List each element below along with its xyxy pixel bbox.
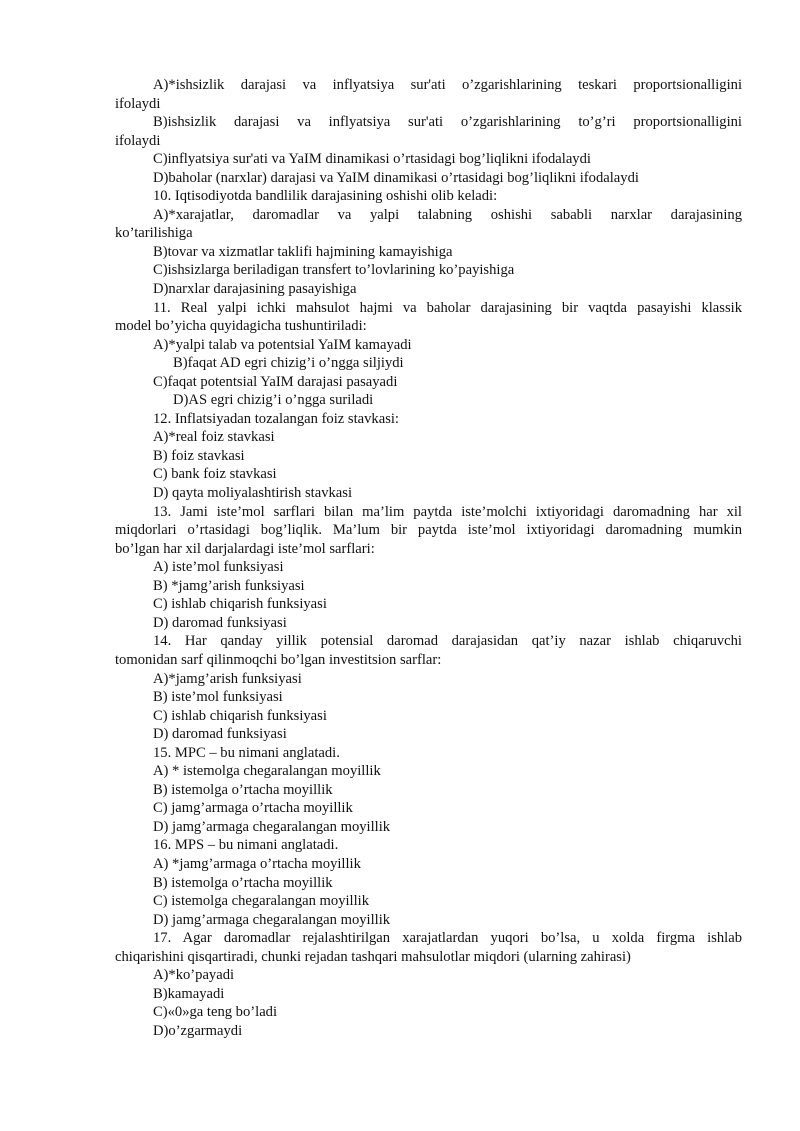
question-16: 16. MPS – bu nimani anglatadi. [153, 837, 339, 854]
answer-option: D)baholar (narxlar) darajasi va YaIM dinamikasi o’rtasidagi bog’liqlikni ifodalaydi [153, 169, 639, 186]
answer-option: B) *jamg’arish funksiyasi [153, 577, 305, 594]
answer-option: C) jamg’armaga o’rtacha moyillik [153, 800, 353, 817]
answer-option: B)tovar va xizmatlar taklifi hajmining kamayishiga [153, 243, 453, 260]
answer-option: A)*yalpi talab va potentsial YaIM kamayadi [153, 336, 412, 353]
question-13: 13. Jami iste’mol sarflari bilan ma’lim paytda iste’molchi ixtiyoridagi daromadning har xil [153, 503, 742, 520]
answer-option: C) ishlab chiqarish funksiyasi [153, 596, 327, 613]
question-11: 11. Real yalpi ichki mahsulot hajmi va baholar darajasining bir vaqtda pasayishi klassik [153, 299, 742, 316]
answer-option: B) iste’mol funksiyasi [153, 689, 283, 706]
answer-option: A)*xarajatlar, daromadlar va yalpi talabning oshishi sababli narxlar darajasining [153, 206, 742, 223]
answer-option: B)kamayadi [153, 985, 225, 1002]
answer-option: D)narxlar darajasining pasayishiga [153, 281, 357, 298]
answer-option: D)AS egri chizig’i o’ngga suriladi [173, 392, 374, 409]
answer-option: C)inflyatsiya sur'ati va YaIM dinamikasi o’rtasidagi bog’liqlikni ifodalaydi [153, 151, 591, 168]
answer-option: C) bank foiz stavkasi [153, 466, 277, 483]
answer-option: D) jamg’armaga chegaralangan moyillik [153, 911, 391, 928]
answer-option: A) iste’mol funksiyasi [153, 559, 284, 576]
answer-option: D) jamg’armaga chegaralangan moyillik [153, 818, 391, 835]
answer-option: A)*jamg’arish funksiyasi [153, 670, 302, 687]
answer-option: B) istemolga o’rtacha moyillik [153, 781, 333, 798]
answer-continuation: ifolaydi [115, 132, 161, 149]
answer-option: C)«0»ga teng bo’ladi [153, 1004, 278, 1021]
answer-option: B) istemolga o’rtacha moyillik [153, 874, 333, 891]
answer-option: D) daromad funksiyasi [153, 614, 287, 631]
answer-option: D) qayta moliyalashtirish stavkasi [153, 485, 353, 502]
question-continuation: tomonidan sarf qilinmoqchi bo’lgan investitsion sarflar: [115, 651, 442, 668]
question-15: 15. MPC – bu nimani anglatadi. [153, 744, 340, 761]
question-continuation: model bo’yicha quyidagicha tushuntiriladi: [115, 318, 367, 335]
answer-continuation: ko’tarilishiga [115, 225, 193, 242]
answer-option: A) *jamg’armaga o’rtacha moyillik [153, 855, 361, 872]
answer-option: C) ishlab chiqarish funksiyasi [153, 707, 327, 724]
question-continuation: bo’lgan har xil darjalardagi iste’mol sarflari: [115, 540, 375, 557]
answer-option: A) * istemolga chegaralangan moyillik [153, 763, 381, 780]
question-continuation: chiqarishini qisqartiradi, chunki rejadan tashqari mahsulotlar miqdori (ularning zahirasi) [115, 948, 631, 965]
question-14: 14. Har qanday yillik potensial daromad darajasidan qat’iy nazar ishlab chiqaruvchi [153, 633, 742, 650]
answer-option: A)*ishsizlik darajasi va inflyatsiya sur'ati o’zgarishlarining teskari proportsionalligini [153, 77, 742, 93]
answer-option: C) istemolga chegaralangan moyillik [153, 893, 370, 910]
question-17: 17. Agar daromadlar rejalashtirilgan xarajatlardan yuqori bo’lsa, u xolda firgma ishlab [153, 930, 742, 947]
answer-option: A)*real foiz stavkasi [153, 429, 275, 446]
answer-continuation: ifolaydi [115, 95, 161, 112]
answer-option: D) daromad funksiyasi [153, 726, 287, 743]
question-12: 12. Inflatsiyadan tozalangan foiz stavkasi: [153, 410, 399, 427]
answer-option: C)ishsizlarga beriladigan transfert to’lovlarining ko’payishiga [153, 262, 515, 279]
answer-option: D)o’zgarmaydi [153, 1022, 243, 1039]
document-page [115, 76, 742, 1040]
answer-option: B)faqat AD egri chizig’i o’ngga siljiydi [173, 355, 404, 372]
question-continuation: miqdorlari o’rtasidagi bog’liqlik. Ma’lum bir paytda iste’mol ixtiyoridagi daromadning mumkin [115, 522, 742, 539]
answer-option: B)ishsizlik darajasi va inflyatsiya sur'ati o’zgarishlarining to’g’ri proportsionalligini [153, 114, 742, 131]
answer-option: C)faqat potentsial YaIM darajasi pasayadi [153, 373, 398, 390]
answer-option: B) foiz stavkasi [153, 447, 245, 464]
question-10: 10. Iqtisodiyotda bandlilik darajasining oshishi olib keladi: [153, 188, 498, 205]
answer-option: A)*ko’payadi [153, 967, 235, 984]
